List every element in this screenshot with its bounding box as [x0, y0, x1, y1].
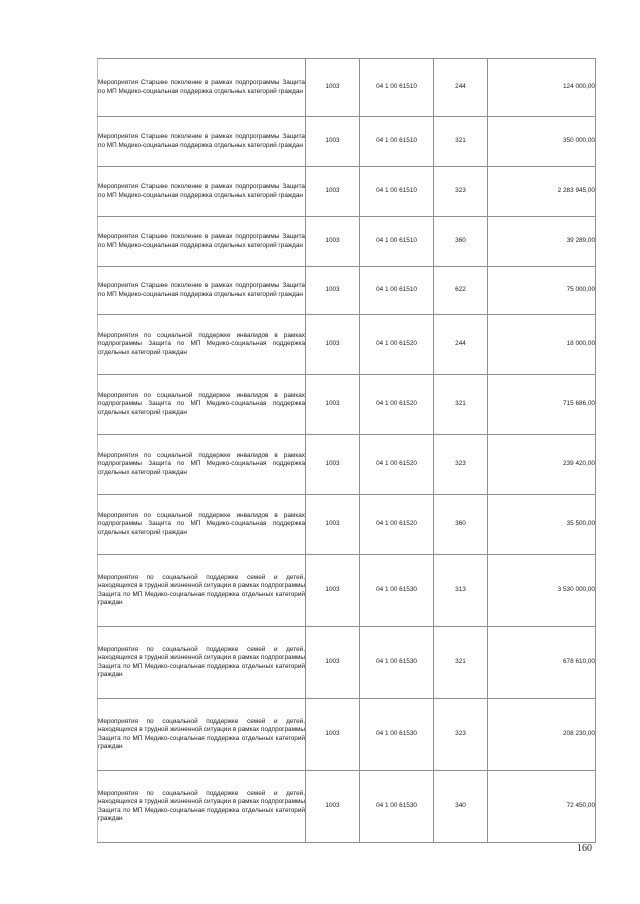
section-code-cell — [306, 375, 360, 435]
section-code-text: 1003 — [325, 187, 340, 195]
table-row — [98, 167, 596, 217]
amount-text: 3 530 000,00 — [557, 586, 595, 594]
amount-text: 72 450,00 — [566, 802, 595, 810]
expense-kind-text: 323 — [455, 187, 466, 195]
expense-kind-text: 360 — [455, 520, 466, 528]
expense-kind-cell — [434, 59, 488, 117]
section-code-cell — [306, 59, 360, 117]
expense-name-text: Мероприятия по социальной поддержке семей и детей, находящихся в трудной жизненной ситуации в рамках подпрограммы Защита по МП Медико-социальная поддержка отдельных категорий граждан — [98, 717, 305, 750]
expense-kind-cell — [434, 555, 488, 627]
target-article-cell — [360, 555, 434, 627]
target-article-cell — [360, 771, 434, 843]
expense-name-text: Мероприятия по социальной поддержке инвалидов в рамках подпрограммы Защита по МП Медико-социальная поддержка отдельных категорий граждан — [98, 392, 305, 416]
expense-kind-cell — [434, 217, 488, 267]
section-code-cell — [306, 315, 360, 375]
expense-name-cell — [98, 375, 306, 435]
target-article-text: 04 1 00 61520 — [376, 520, 417, 528]
table-row — [98, 117, 596, 167]
expense-kind-cell — [434, 627, 488, 699]
expense-name-cell — [98, 627, 306, 699]
section-code-cell — [306, 217, 360, 267]
expense-name-cell — [98, 699, 306, 771]
target-article-cell — [360, 435, 434, 495]
amount-text: 239 420,00 — [563, 460, 595, 468]
amount-cell — [488, 315, 596, 375]
section-code-text: 1003 — [325, 340, 340, 348]
expense-kind-cell — [434, 771, 488, 843]
target-article-text: 04 1 00 61510 — [376, 286, 417, 294]
expense-name-cell — [98, 315, 306, 375]
budget-table-body — [98, 59, 596, 843]
expense-name-cell — [98, 217, 306, 267]
table-row — [98, 699, 596, 771]
section-code-text: 1003 — [325, 137, 340, 145]
amount-text: 350 000,00 — [563, 137, 595, 145]
table-row — [98, 495, 596, 555]
table-row — [98, 59, 596, 117]
target-article-text: 04 1 00 61530 — [376, 802, 417, 810]
expense-kind-text: 321 — [455, 400, 466, 408]
expense-name-text: Мероприятия по социальной поддержке семей и детей, находящихся в трудной жизненной ситуации в рамках подпрограммы Защита по МП Медико-социальная поддержка отдельных категорий граждан — [98, 573, 305, 606]
table-row — [98, 315, 596, 375]
section-code-text: 1003 — [325, 802, 340, 810]
expense-kind-cell — [434, 117, 488, 167]
amount-text: 208 230,00 — [563, 730, 595, 738]
target-article-cell — [360, 699, 434, 771]
expense-kind-cell — [434, 315, 488, 375]
amount-cell — [488, 699, 596, 771]
amount-cell — [488, 627, 596, 699]
target-article-text: 04 1 00 61530 — [376, 658, 417, 666]
budget-table — [97, 58, 596, 843]
expense-kind-text: 244 — [455, 83, 466, 91]
section-code-text: 1003 — [325, 286, 340, 294]
expense-name-text: Мероприятия по социальной поддержке инвалидов в рамках подпрограммы Защита по МП Медико-социальная поддержка отдельных категорий граждан — [98, 332, 305, 356]
table-row — [98, 435, 596, 495]
table-row — [98, 555, 596, 627]
expense-kind-text: 321 — [455, 658, 466, 666]
amount-cell — [488, 267, 596, 315]
table-row — [98, 267, 596, 315]
expense-kind-cell — [434, 435, 488, 495]
expense-name-text: Мероприятия по социальной поддержке инвалидов в рамках подпрограммы Защита по МП Медико-социальная поддержка отдельных категорий граждан — [98, 512, 305, 536]
amount-text: 75 000,00 — [566, 286, 595, 294]
target-article-text: 04 1 00 61520 — [376, 340, 417, 348]
section-code-cell — [306, 435, 360, 495]
expense-name-cell — [98, 167, 306, 217]
section-code-cell — [306, 167, 360, 217]
expense-kind-cell — [434, 167, 488, 217]
table-row — [98, 217, 596, 267]
target-article-text: 04 1 00 61510 — [376, 137, 417, 145]
target-article-text: 04 1 00 61530 — [376, 586, 417, 594]
expense-name-text: Мероприятия Старшее поколение в рамках подпрограммы Защита по МП Медико-социальная поддержка отдельных категорий граждан — [98, 282, 305, 298]
page-number: 160 — [577, 843, 592, 854]
amount-cell — [488, 167, 596, 217]
expense-kind-text: 340 — [455, 802, 466, 810]
expense-kind-text: 323 — [455, 460, 466, 468]
target-article-cell — [360, 315, 434, 375]
expense-name-cell — [98, 771, 306, 843]
expense-name-text: Мероприятия Старшее поколение в рамках подпрограммы Защита по МП Медико-социальная поддержка отдельных категорий граждан — [98, 233, 305, 249]
target-article-cell — [360, 117, 434, 167]
target-article-cell — [360, 495, 434, 555]
expense-name-text: Мероприятия Старшее поколение в рамках подпрограммы Защита по МП Медико-социальная поддержка отдельных категорий граждан — [98, 183, 305, 199]
expense-name-cell — [98, 555, 306, 627]
amount-cell — [488, 771, 596, 843]
table-row — [98, 375, 596, 435]
expense-name-text: Мероприятия по социальной поддержке семей и детей, находящихся в трудной жизненной ситуации в рамках подпрограммы Защита по МП Медико-социальная поддержка отдельных категорий граждан — [98, 789, 305, 822]
target-article-cell — [360, 627, 434, 699]
expense-kind-text: 360 — [455, 237, 466, 245]
section-code-text: 1003 — [325, 520, 340, 528]
amount-text: 715 686,00 — [563, 400, 595, 408]
expense-kind-text: 244 — [455, 340, 466, 348]
section-code-text: 1003 — [325, 658, 340, 666]
expense-name-cell — [98, 267, 306, 315]
section-code-cell — [306, 267, 360, 315]
expense-kind-text: 313 — [455, 586, 466, 594]
section-code-cell — [306, 495, 360, 555]
amount-cell — [488, 217, 596, 267]
expense-kind-cell — [434, 375, 488, 435]
expense-name-text: Мероприятия по социальной поддержке инвалидов в рамках подпрограммы Защита по МП Медико-социальная поддержка отдельных категорий граждан — [98, 452, 305, 476]
amount-text: 35 500,00 — [566, 520, 595, 528]
section-code-text: 1003 — [325, 730, 340, 738]
section-code-cell — [306, 117, 360, 167]
target-article-cell — [360, 375, 434, 435]
amount-text: 678 610,00 — [563, 658, 595, 666]
section-code-text: 1003 — [325, 460, 340, 468]
amount-cell — [488, 555, 596, 627]
target-article-text: 04 1 00 61510 — [376, 237, 417, 245]
table-row — [98, 771, 596, 843]
expense-name-text: Мероприятия Старшее поколение в рамках подпрограммы Защита по МП Медико-социальная поддержка отдельных категорий граждан — [98, 133, 305, 149]
expense-name-cell — [98, 59, 306, 117]
section-code-cell — [306, 627, 360, 699]
target-article-text: 04 1 00 61510 — [376, 83, 417, 91]
expense-kind-cell — [434, 699, 488, 771]
target-article-cell — [360, 167, 434, 217]
target-article-text: 04 1 00 61530 — [376, 730, 417, 738]
section-code-cell — [306, 555, 360, 627]
target-article-text: 04 1 00 61520 — [376, 400, 417, 408]
target-article-cell — [360, 267, 434, 315]
amount-cell — [488, 435, 596, 495]
section-code-cell — [306, 699, 360, 771]
amount-cell — [488, 495, 596, 555]
expense-kind-text: 622 — [455, 286, 466, 294]
amount-cell — [488, 375, 596, 435]
expense-name-cell — [98, 495, 306, 555]
table-row — [98, 627, 596, 699]
section-code-text: 1003 — [325, 83, 340, 91]
expense-kind-text: 321 — [455, 137, 466, 145]
expense-name-cell — [98, 117, 306, 167]
expense-name-cell — [98, 435, 306, 495]
expense-kind-cell — [434, 495, 488, 555]
expense-kind-cell — [434, 267, 488, 315]
section-code-cell — [306, 771, 360, 843]
amount-text: 124 000,00 — [563, 83, 595, 91]
section-code-text: 1003 — [325, 237, 340, 245]
target-article-cell — [360, 59, 434, 117]
amount-cell — [488, 59, 596, 117]
expense-name-text: Мероприятия Старшее поколение в рамках подпрограммы Защита по МП Медико-социальная поддержка отдельных категорий граждан — [98, 79, 305, 95]
target-article-cell — [360, 217, 434, 267]
expense-name-text: Мероприятия по социальной поддержке семей и детей, находящихся в трудной жизненной ситуации в рамках подпрограммы Защита по МП Медико-социальная поддержка отдельных категорий граждан — [98, 645, 305, 678]
amount-text: 18 000,00 — [566, 340, 595, 348]
amount-text: 39 289,00 — [566, 237, 595, 245]
expense-kind-text: 323 — [455, 730, 466, 738]
section-code-text: 1003 — [325, 586, 340, 594]
target-article-text: 04 1 00 61510 — [376, 187, 417, 195]
amount-cell — [488, 117, 596, 167]
target-article-text: 04 1 00 61520 — [376, 460, 417, 468]
section-code-text: 1003 — [325, 400, 340, 408]
amount-text: 2 283 945,00 — [557, 187, 595, 195]
